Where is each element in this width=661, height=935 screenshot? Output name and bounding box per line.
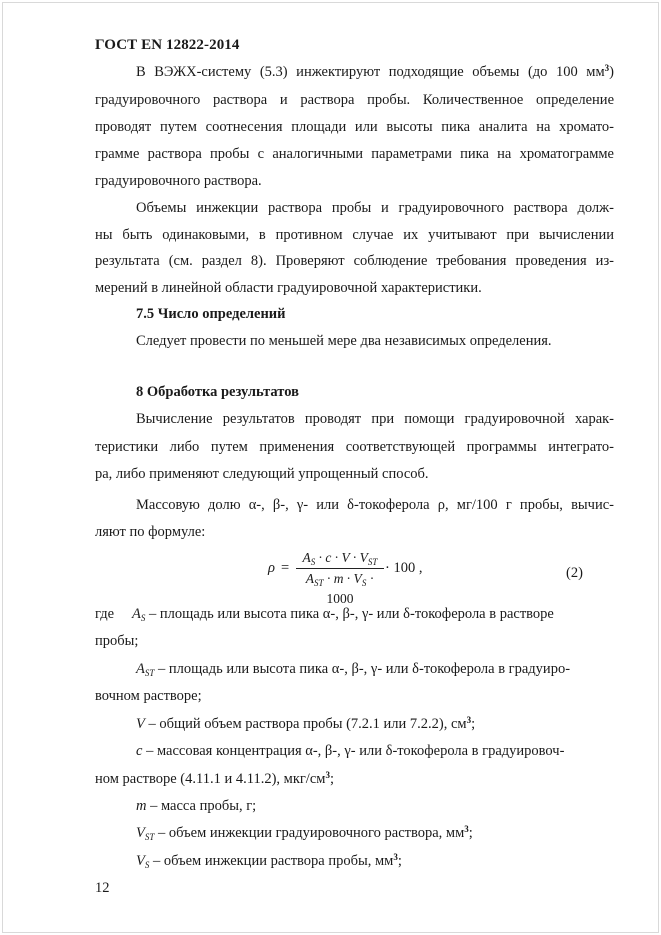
def-V: V – общий объем раствора пробы (7.2.1 или 7.2.2), $см^3$; bbox=[136, 715, 476, 732]
p1-line-2: градуировочного раствора и раствора пробы. Количественное определение bbox=[95, 92, 614, 108]
p3-line-1: Вычисление результатов проводят при помощи градуировочной харак- bbox=[136, 411, 614, 427]
formula-equals: = bbox=[281, 560, 290, 576]
p2-line-4: мерений в линейной области градуировочной характеристики. bbox=[95, 280, 482, 296]
formula-denominator: $A_{ST} \cdot m \cdot V_S \cdot 1000$ bbox=[305, 571, 375, 606]
p4-line-1: Массовую долю α-, β-, γ- или δ-токоферола ρ, мг/100 г пробы, вычис- bbox=[136, 497, 614, 513]
p3-line-3: ра, либо применяют следующий упрощенный способ. bbox=[95, 466, 429, 482]
equation-number: (2) bbox=[566, 565, 583, 581]
def-Ast-cont: вочном растворе; bbox=[95, 688, 202, 704]
formula-numerator: $A_S \cdot c \cdot V \cdot V_{ST}$ bbox=[302, 550, 378, 567]
document-header: ГОСТ EN 12822-2014 bbox=[95, 37, 240, 53]
p1-line-3: проводят путем соотнесения площади или высоты пика аналита на хромато- bbox=[95, 119, 614, 135]
def-As-cont: пробы; bbox=[95, 633, 139, 649]
section-7-5-text: Следует провести по меньшей мере два независимых определения. bbox=[136, 333, 552, 349]
def-Vs: $V_S$ – объем инжекции раствора пробы, $мм^3$; bbox=[136, 852, 402, 870]
def-c: c – массовая концентрация α-, β-, γ- или δ-токоферола в градуировоч- bbox=[136, 743, 565, 759]
def-As: где $A_S$ – площадь или высота пика α-, β-, γ- или δ-токоферола в растворе bbox=[95, 606, 554, 623]
p1-line-5: градуировочного раствора. bbox=[95, 173, 262, 189]
def-m: m – масса пробы, г; bbox=[136, 798, 257, 814]
p1-line-1: В ВЭЖХ-систему (5.3) инжектируют подходящие объемы (до 100 $мм^3$) bbox=[136, 63, 614, 80]
formula-lhs: ρ bbox=[268, 560, 275, 576]
page-number: 12 bbox=[95, 880, 110, 896]
p1-line-4: грамме раствора пробы с аналогичными параметрами пика на хроматограмме bbox=[95, 146, 614, 162]
section-8-title: 8 Обработка результатов bbox=[136, 384, 299, 400]
def-Ast: $A_{ST}$ – площадь или высота пика α-, β-, γ- или δ-токоферола в градуиро- bbox=[136, 661, 571, 678]
p2-line-3: результата (см. раздел 8). Проверяют соблюдение требования проведения из- bbox=[95, 253, 614, 269]
def-Vst: $V_{ST}$ – объем инжекции градуировочного раствора, $мм^3$; bbox=[136, 824, 473, 842]
formula-fraction bbox=[296, 548, 384, 606]
p2-line-1: Объемы инжекции раствора пробы и градуировочного раствора долж- bbox=[136, 200, 614, 216]
section-7-5-title: 7.5 Число определений bbox=[136, 306, 286, 322]
p4-line-2: ляют по формуле: bbox=[95, 524, 206, 540]
p2-line-2: ны быть одинаковыми, в противном случае их учитывают при вычислении bbox=[95, 227, 614, 243]
def-c-cont: ном растворе (4.11.1 и 4.11.2), мкг/$см^3$; bbox=[95, 770, 334, 787]
formula-2 bbox=[268, 548, 468, 606]
p3-line-2: теристики либо путем применения соответствующей программы интеграто- bbox=[95, 439, 614, 455]
formula-tail: · 100 , bbox=[385, 560, 423, 576]
